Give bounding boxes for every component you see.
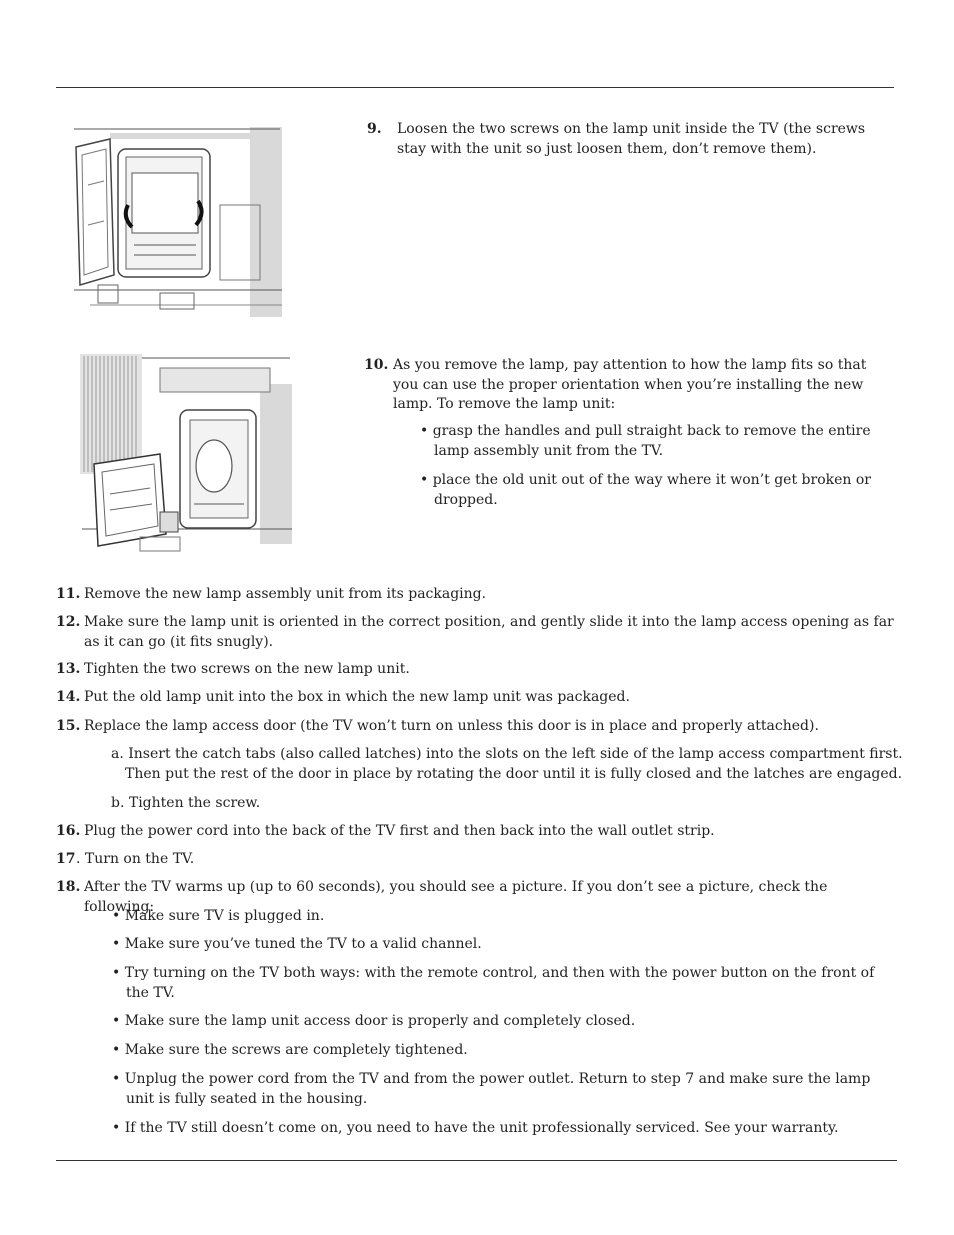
step-14: [56, 688, 901, 708]
step-12: [56, 613, 901, 652]
step-number: 12.: [56, 614, 81, 630]
footer-rule: [56, 1160, 897, 1161]
step-number: 15.: [56, 718, 81, 734]
check-item: • Make sure the lamp unit access door is properly and completely closed.: [112, 1013, 636, 1029]
step-10: [364, 356, 884, 415]
step-text: Put the old lamp unit into the box in which the new lamp unit was packaged.: [84, 689, 630, 705]
step-text: Tighten the two screws on the new lamp unit.: [84, 661, 410, 677]
check-item: • If the TV still doesn’t come on, you need to have the unit professionally serviced. See your warranty.: [112, 1120, 839, 1136]
step-text: After the TV warms up (up to 60 seconds), you should see a picture. If you don’t see a picture, check the following:: [84, 879, 828, 915]
step-17: [56, 850, 901, 870]
step-text: Make sure the lamp unit is oriented in the correct position, and gently slide it into the lamp access opening as far as it can go (it fits snugly).: [84, 614, 894, 650]
step-text: Loosen the two screws on the lamp unit inside the TV (the screws stay with the unit so just loosen them, don’t remove them).: [397, 121, 866, 157]
step-number: 11.: [56, 586, 81, 602]
step-15: [56, 717, 901, 737]
step-13: [56, 660, 901, 680]
lamp-removal-illustration: [80, 354, 294, 557]
check-item: • Make sure you’ve tuned the TV to a valid channel.: [112, 936, 482, 952]
check-item: • Make sure TV is plugged in.: [112, 908, 325, 924]
step-9: [367, 120, 877, 159]
header-rule: [56, 87, 894, 88]
step-text: Plug the power cord into the back of the TV first and then back into the wall outlet strip.: [84, 823, 715, 839]
step-number: 10.: [364, 357, 389, 373]
step-number: 17: [56, 851, 76, 867]
step-text: Remove the new lamp assembly unit from its packaging.: [84, 586, 487, 602]
step-16: [56, 822, 901, 842]
step-text: Replace the lamp access door (the TV won’t turn on unless this door is in place and properly attached).: [84, 718, 819, 734]
check-item: • Make sure the screws are completely tightened.: [112, 1042, 468, 1058]
step-number: 14.: [56, 689, 81, 705]
step-number: 16.: [56, 823, 81, 839]
step-number: 13.: [56, 661, 81, 677]
lamp-unit-screws-illustration: [70, 125, 284, 320]
step-text: . Turn on the TV.: [76, 851, 195, 867]
step-11: [56, 585, 901, 605]
check-item: • Try turning on the TV both ways: with the remote control, and then with the power button on the front of the TV.: [112, 965, 875, 1001]
step-number: 9.: [367, 121, 382, 137]
check-item: • Unplug the power cord from the TV and from the power outlet. Return to step 7 and make sure the lamp unit is fully seated in the housing.: [112, 1071, 871, 1107]
step-number: 18.: [56, 879, 81, 895]
step-15-subitem-b: b. Tighten the screw.: [111, 795, 261, 811]
step-text: As you remove the lamp, pay attention to how the lamp fits so that you can use the proper orientation when you’re installing the new lamp. To remove the lamp unit:: [393, 357, 867, 412]
bullet-item: • place the old unit out of the way where it won’t get broken or dropped.: [420, 472, 871, 508]
bullet-item: • grasp the handles and pull straight back to remove the entire lamp assembly unit from the TV.: [420, 423, 871, 459]
step-15-subitem-a: a. Insert the catch tabs (also called latches) into the slots on the left side of the lamp access compartment first. Then put the rest of the door in place by rotating the door until it is fully closed and the latches are engaged.: [111, 746, 903, 782]
